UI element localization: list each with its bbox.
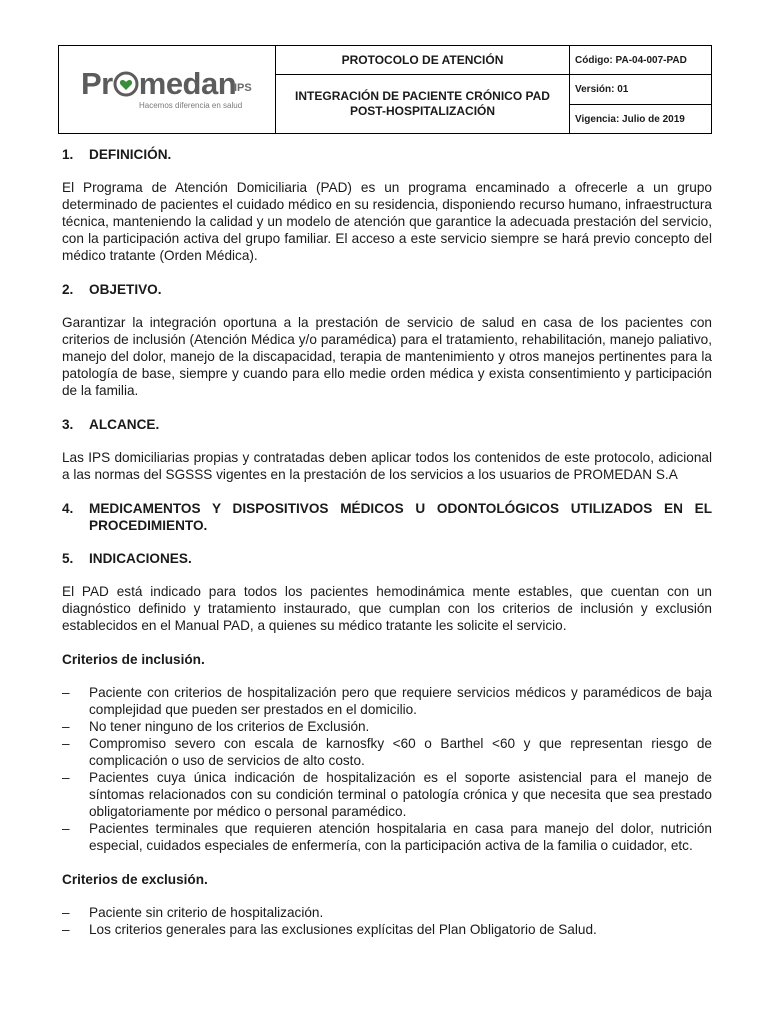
logo-tagline: Hacemos diferencia en salud (139, 101, 243, 110)
section-heading-indicaciones: 5. INDICACIONES. (62, 551, 192, 566)
section-text-objetivo: Garantizar la integración oportuna a la prestación de servicio de salud en casa de los pacientes con criterios de inclusión (Atención Médica y/o paramédica) para el tratamiento, rehabilitación, manejo paliativo, manejo del dolor, manejo de la discapacidad, terapia de mantenimiento y otros manejos pertinentes para la patología de base, siempre y cuando para ello medie orden médica y exista consentimiento y participación de la familia. (62, 315, 712, 398)
list-item: – Paciente con criterios de hospitalización pero que requiere servicios médicos y paramédicos de baja complejidad que pueden ser prestados en el domicilio. (62, 685, 712, 717)
section-text-definicion: El Programa de Atención Domiciliaria (PAD) es un programa encaminado a ofrecerle a un grupo determinado de pacientes el cuidado médico en su residencia, disponiendo recurso humano, infraestructura técnica, manteniendo la calidad y un modelo de atención que garantice la adecuada prestación del servicio, con la participación activa del grupo familiar. El acceso a este servicio siempre se hará previo concepto del médico tratante (Orden Médica). (62, 180, 712, 263)
section-text-alcance: Las IPS domiciliarias propias y contratadas deben aplicar todos los contenidos de este protocolo, adicional a las normas del SGSSS vigentes en la prestación de los servicios a los usuarios de PROMEDAN S.A (62, 450, 712, 482)
list-item: – Pacientes terminales que requieren atención hospitalaria en casa para manejo del dolor, nutrición especial, cuidados especiales de enfermería, con la participación activa de la familia o cuidador, etc. (62, 821, 712, 853)
document-title-line1: INTEGRACIÓN DE PACIENTE CRÓNICO PAD (295, 89, 550, 103)
logo-wordmark: Pr medan (81, 66, 237, 101)
promedan-logo (59, 46, 275, 133)
document-title (276, 75, 570, 134)
list-item: – Los criterios generales para las exclusiones explícitas del Plan Obligatorio de Salud. (62, 922, 597, 937)
inclusion-criteria-list (62, 684, 712, 854)
protocol-label: PROTOCOLO DE ATENCIÓN (276, 46, 570, 75)
list-item: – Compromiso severo con escala de karnosfky <60 o Barthel <60 y que representan riesgo de complicación o uso de servicios de alto costo. (62, 736, 712, 768)
document-title-line2: POST-HOSPITALIZACIÓN (349, 104, 496, 118)
section-heading-definicion: 1. DEFINICIÓN. (62, 147, 172, 162)
document-code: Código: PA-04-007-PAD (570, 46, 712, 75)
inclusion-criteria-heading: Criterios de inclusión. (62, 652, 205, 667)
logo-ips-suffix: IPS (234, 82, 252, 94)
exclusion-criteria-list (62, 904, 712, 938)
section-heading-alcance: 3. ALCANCE. (62, 417, 160, 432)
document-validity: Vigencia: Julio de 2019 (570, 105, 712, 134)
document-header-table (58, 45, 712, 134)
exclusion-criteria-heading: Criterios de exclusión. (62, 872, 208, 887)
list-item: – No tener ninguno de los criterios de Exclusión. (62, 719, 370, 734)
section-text-indicaciones: El PAD está indicado para todos los pacientes hemodinámica mente estables, que cuentan con un diagnóstico definido y tratamiento instaurado, que cumplan con los criterios de inclusión y exclusión establecidos en el Manual PAD, a quienes su médico tratante les solicite el servicio. (62, 584, 712, 633)
document-body (62, 146, 712, 955)
heart-hand-icon (113, 71, 139, 97)
list-item: – Paciente sin criterio de hospitalización. (62, 905, 324, 920)
section-heading-medicamentos: 4. MEDICAMENTOS Y DISPOSITIVOS MÉDICOS U ODONTOLÓGICOS UTILIZADOS EN EL PROCEDIMIENTO. (62, 501, 712, 533)
logo-cell (59, 46, 276, 134)
section-heading-objetivo: 2. OBJETIVO. (62, 282, 162, 297)
list-item: – Pacientes cuya única indicación de hospitalización es el soporte asistencial para el manejo de síntomas relacionados con su condición terminal o patología crónica y que necesita que sea prestado obligatoriamente por médico o personal paramédico. (62, 770, 712, 819)
document-version: Versión: 01 (570, 75, 712, 105)
